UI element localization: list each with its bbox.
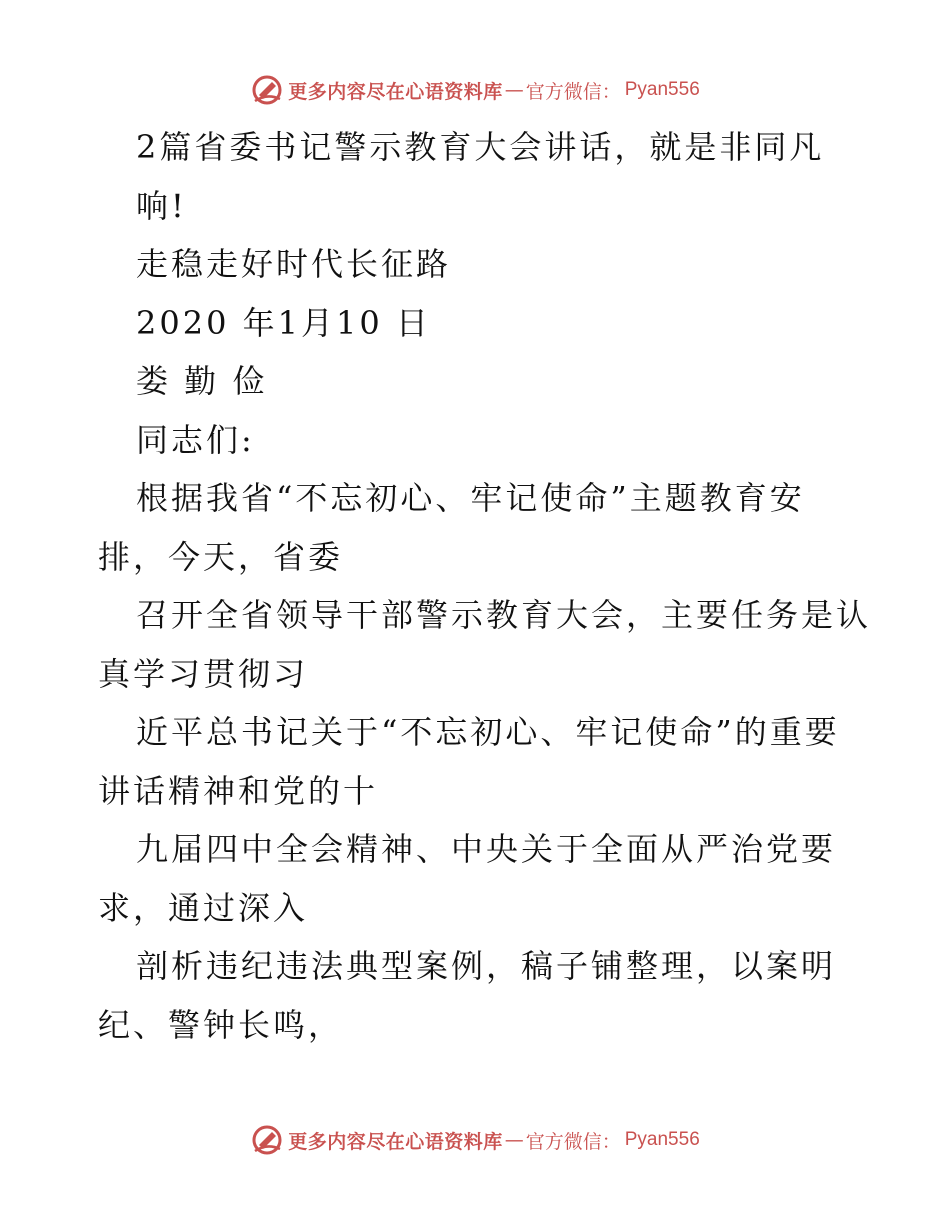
text-line: 2篇省委书记警示教育大会讲话，就是非同凡: [136, 128, 825, 166]
watermark-header: [0, 70, 950, 110]
text-line: 真学习贯彻习: [98, 654, 309, 693]
book-pen-logo-icon: [250, 73, 284, 107]
document-body: [98, 118, 878, 1054]
text-line: 走稳走好时代长征路: [136, 245, 452, 283]
text-line: 召开全省领导干部警示教育大会，主要任务是认: [136, 596, 872, 634]
text-line: 近平总书记关于“不忘初心、牢记使命”的重要: [136, 713, 840, 751]
text-line: 娄 勤 俭: [136, 362, 268, 400]
watermark-brand: 更多内容尽在心语资料库: [288, 1130, 503, 1153]
watermark-wechat-id: Pyan556: [624, 79, 700, 100]
watermark-wechat-id: Pyan556: [624, 1129, 700, 1150]
watermark-separator: —: [504, 79, 524, 101]
text-line: 响!: [136, 186, 187, 225]
text-line: 同志们:: [136, 420, 255, 459]
watermark-separator: —: [504, 1129, 524, 1151]
text-line: 九届四中全会精神、中央关于全面从严治党要: [136, 830, 837, 868]
text-line: 剖析违纪违法典型案例，稿子铺整理，以案明: [136, 947, 837, 985]
text-line: 2020 年1月10 日: [136, 303, 431, 342]
text-line: 排，今天，省委: [98, 537, 344, 576]
book-pen-logo-icon: [250, 1123, 284, 1157]
text-line: 讲话精神和党的十: [98, 771, 379, 810]
watermark-footer: [0, 1120, 950, 1160]
watermark-brand: 更多内容尽在心语资料库: [288, 80, 503, 103]
watermark-subtitle: 官方微信：: [525, 80, 621, 103]
watermark-subtitle: 官方微信：: [525, 1130, 621, 1153]
text-line: 根据我省“不忘初心、牢记使命”主题教育安: [136, 479, 805, 517]
text-line: 求，通过深入: [98, 888, 309, 927]
text-line: 纪、警钟长鸣，: [98, 1005, 344, 1044]
